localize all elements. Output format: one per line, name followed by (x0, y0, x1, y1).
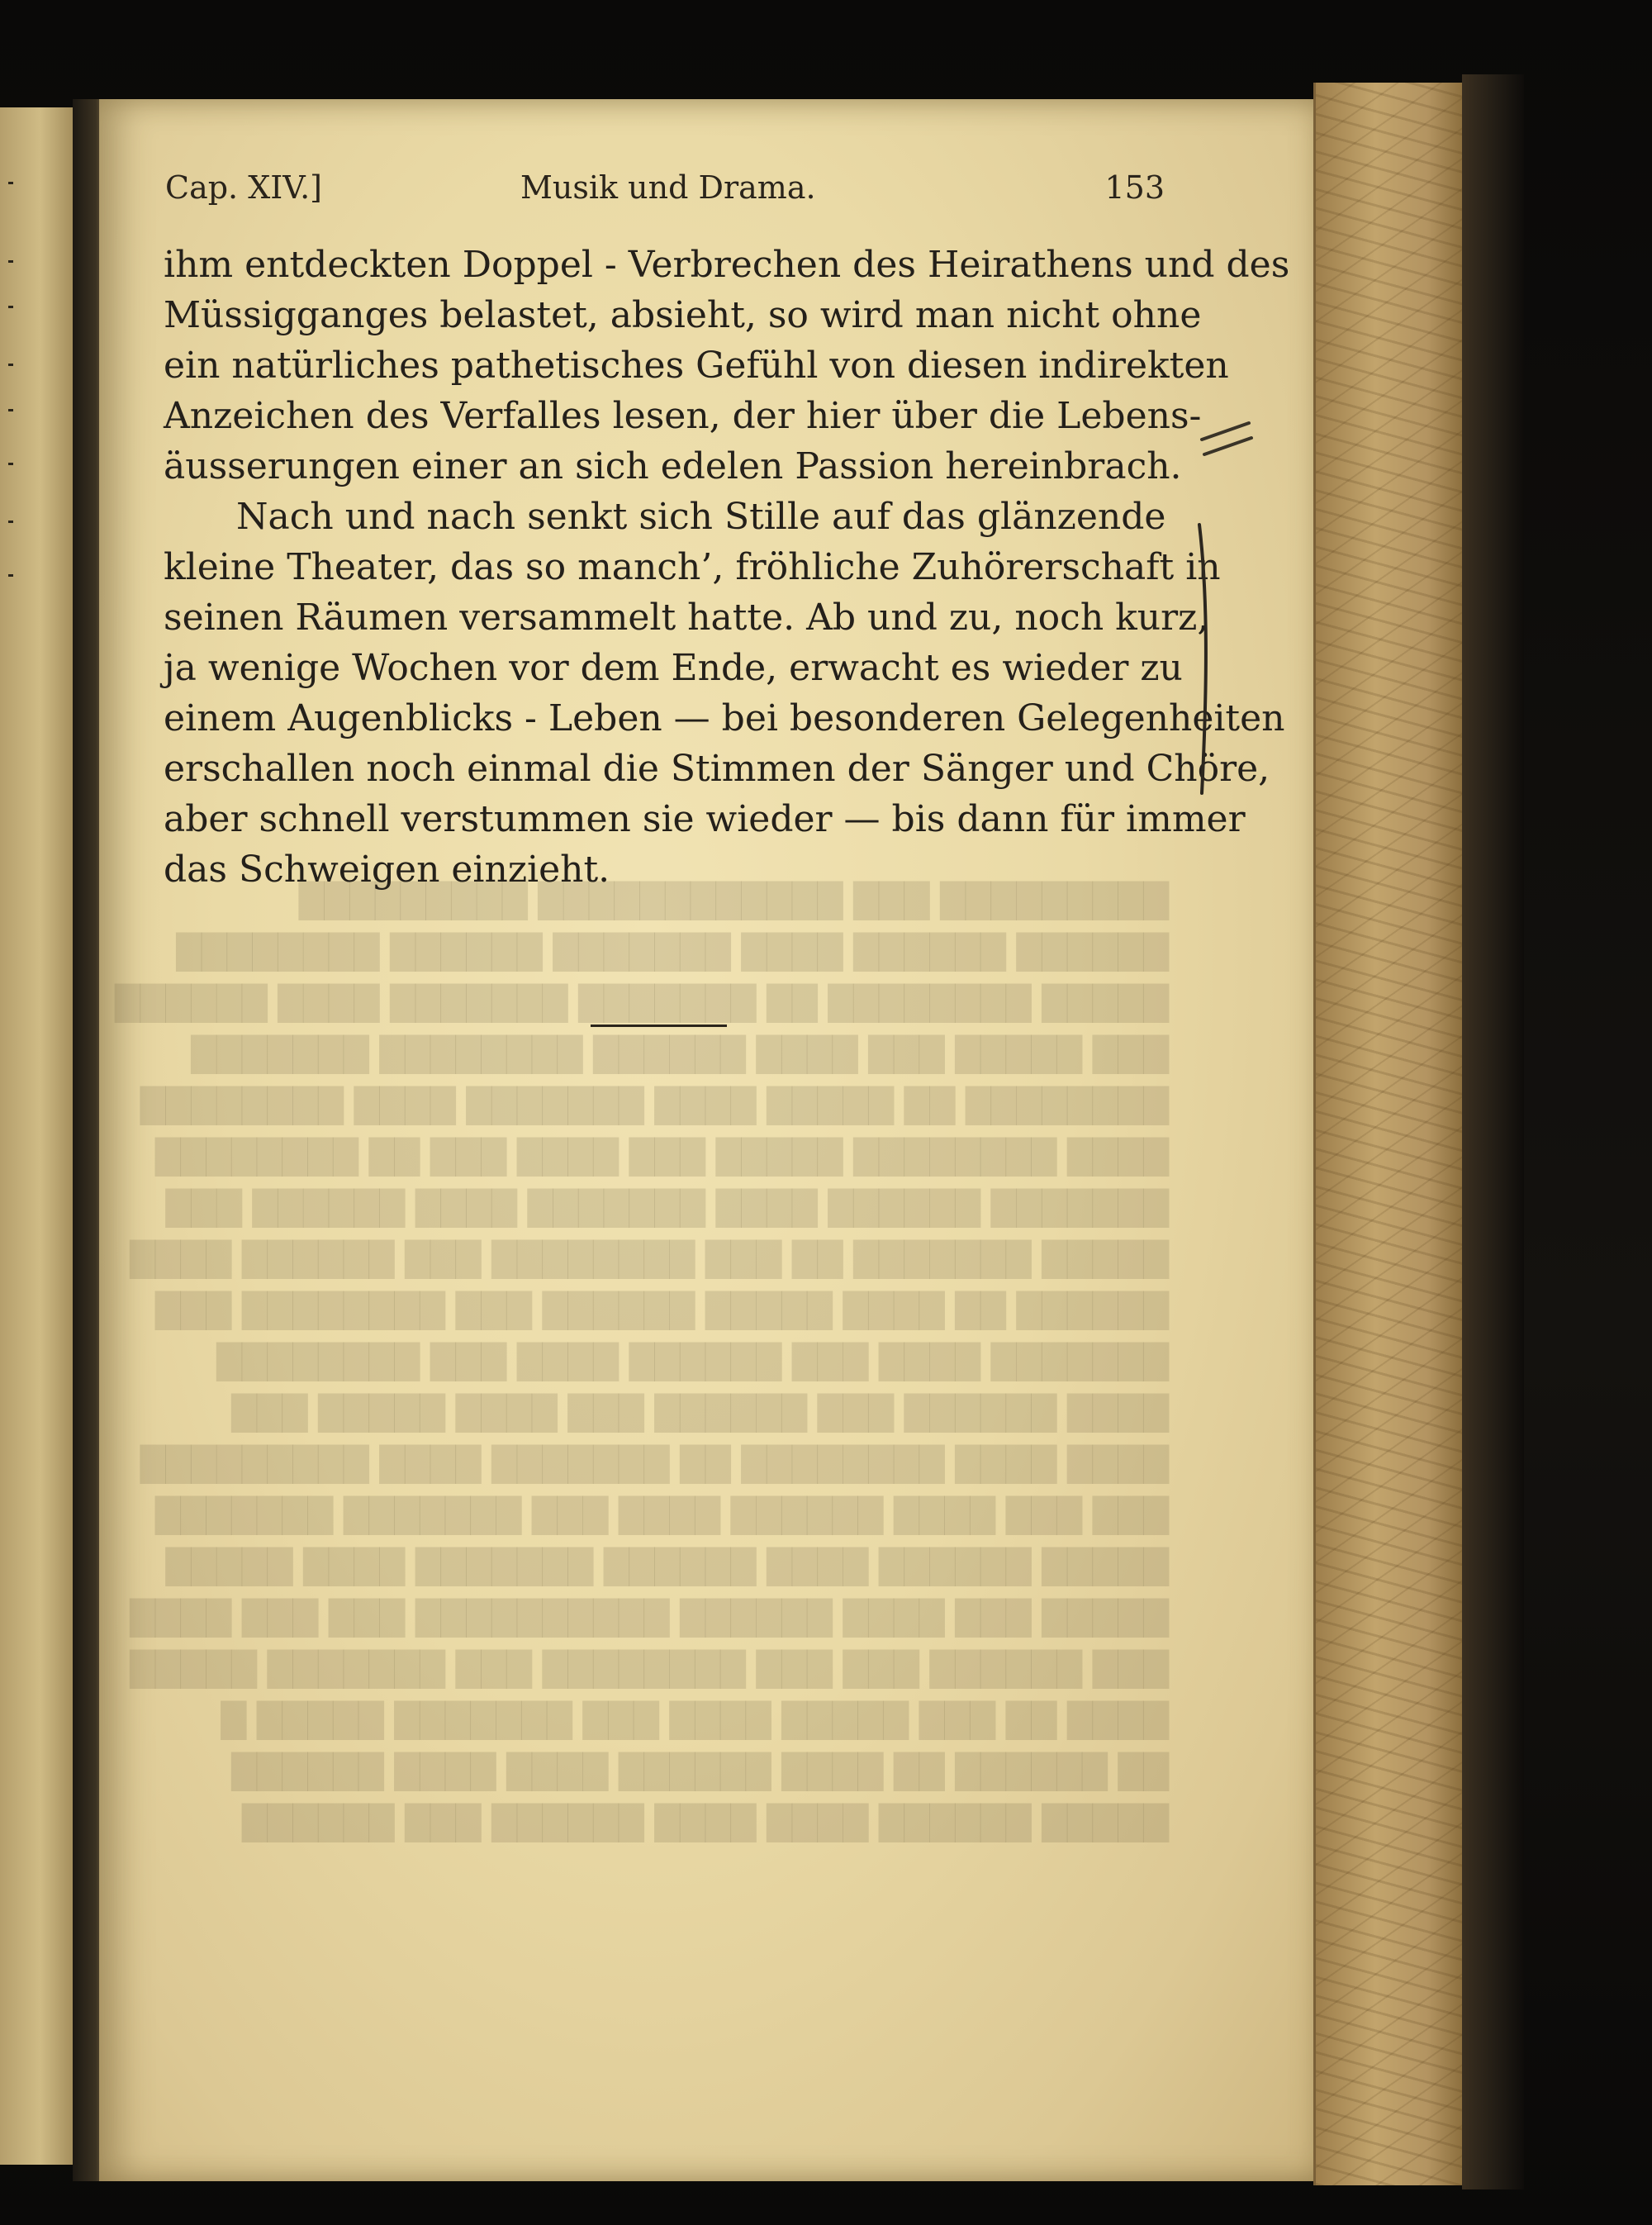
text-line: aber schnell verstummen sie wieder — bis dann für immer (164, 798, 1246, 840)
text-line: einem Augenblicks - Leben — bei besonderen Gelegenheiten (164, 697, 1285, 739)
previous-page-edge (0, 107, 78, 2165)
text-line: seinen Räumen versammelt hatte. Ab und zu, noch kurz, (164, 597, 1209, 639)
section-divider (591, 1025, 727, 1027)
chapter-label: Cap. XIV.] (165, 169, 322, 206)
text-line: äusserungen einer an sich edelen Passion hereinbrach. (164, 445, 1182, 487)
text-line: ein natürliches pathetisches Gefühl von diesen indirekten (164, 345, 1229, 387)
running-title: Musik und Drama. (520, 169, 816, 206)
text-line: kleine Theater, das so manch’, fröhliche Zuhörerschaft in (164, 546, 1221, 588)
running-header (165, 169, 1165, 211)
page-block-edge (1313, 83, 1464, 2185)
text-line: erschallen noch einmal die Stimmen der Sänger und Chöre, (164, 748, 1270, 790)
text-line: ihm entdeckten Doppel - Verbrechen des Heirathens und des (164, 244, 1290, 286)
text-line: Nach und nach senkt sich Stille auf das glänzende (236, 496, 1166, 538)
text-line: Müssigganges belastet, absieht, so wird man nicht ohne (164, 294, 1202, 336)
text-line: das Schweigen einzieht. (164, 849, 610, 891)
book-cover-edge (1462, 74, 1524, 2189)
text-line: Anzeichen des Verfalles lesen, der hier über die Lebens- (164, 395, 1202, 437)
text-line: ja wenige Wochen vor dem Ende, erwacht es wieder zu (164, 647, 1183, 689)
body-text (164, 240, 1290, 895)
page-number: 153 (1104, 169, 1165, 206)
pencil-margin-marks (1189, 405, 1264, 818)
